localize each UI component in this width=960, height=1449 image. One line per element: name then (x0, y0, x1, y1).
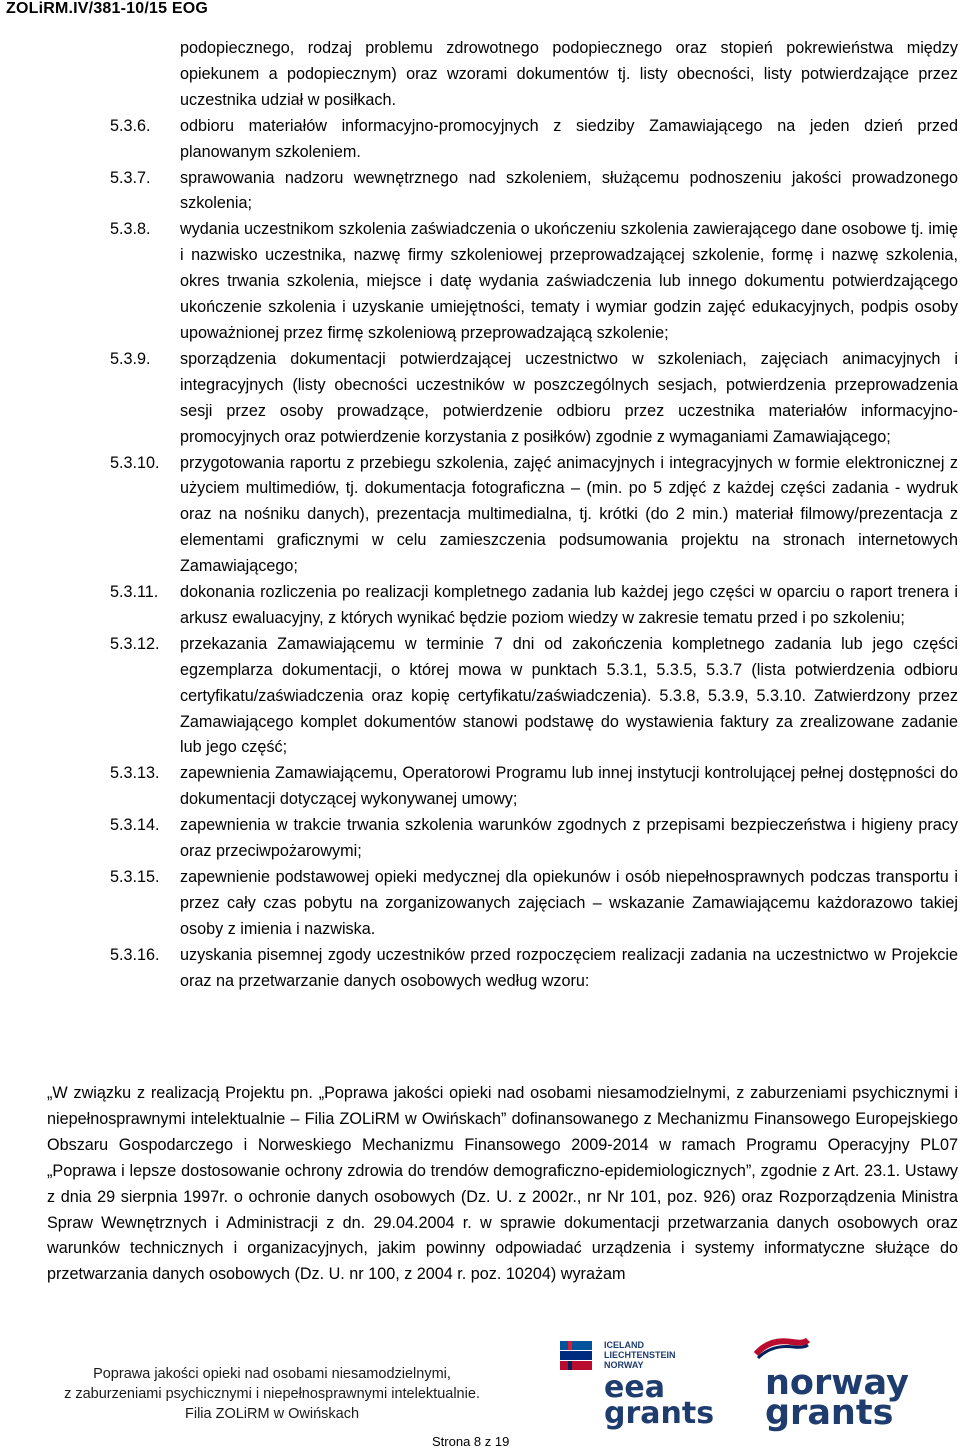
project-footer (10, 1364, 534, 1424)
item-number: 5.3.14. (110, 816, 160, 835)
list-item (110, 865, 958, 943)
item-text: zapewnienia w trakcie trwania szkolenia warunków zgodnych z przepisami bezpieczeństwa i higieny pracy oraz przeciwpożarowymi; (180, 816, 958, 861)
list-item (110, 36, 958, 114)
item-number: 5.3.6. (110, 116, 151, 135)
iceland-liechtenstein-norway-flags-icon (558, 1339, 598, 1373)
item-number: 5.3.9. (110, 349, 151, 368)
item-text: wydania uczestnikom szkolenia zaświadczenia o ukończeniu szkolenia zawierającego dane osobowe tj. imię i nazwisko uczestnika, nazwę firmy szkoleniowej przeprowadzającej szkolenie, formę i nazwę szkolenia, okres trwania szkolenia, miejsce i datę wydania zaświadczenia lub innego dokumentu potwierdzającego ukończenie szkolenia i uzyskanie umiejętności, tematy i wymiar godzin zajęć edukacyjnych, podpis osoby upoważnionej przez firmę szkoleniową przeprowadzającą szkolenie; (180, 220, 958, 342)
numbered-obligations-list (110, 36, 958, 995)
item-text: zapewnienia Zamawiającemu, Operatorowi Programu lub innej instytucji kontrolującej pełnej dostępności do dokumentacji dotyczącej wykonywanej umowy; (180, 764, 958, 809)
list-item (110, 943, 958, 995)
list-item (110, 632, 958, 762)
item-number: 5.3.11. (110, 583, 159, 602)
list-item (110, 114, 958, 166)
item-number: 5.3.15. (110, 868, 160, 886)
document-reference: ZOLiRM.IV/381-10/15 EOG (6, 0, 208, 17)
item-text: odbioru materiałów informacyjno-promocyjnych z siedziby Zamawiającego na jeden dzień przed planowanym szkoleniem. (180, 116, 958, 161)
item-number: 5.3.13. (110, 764, 160, 783)
project-line-1: Poprawa jakości opieki nad osobami niesamodzielnymi, (93, 1366, 451, 1382)
list-item (110, 217, 958, 347)
item-text: dokonania rozliczenia po realizacji kompletnego zadania lub każdej jego części w oparciu o raport trenera i arkusz ewaluacyjny, z których wynikać będzie poziom wiedzy w zakresie tematu przed i po szkoleniu; (180, 583, 958, 627)
item-text: uzyskania pisemnej zgody uczestników przed rozpoczęciem realizacji zadania na uczestnictwo w Projekcie oraz na przetwarzanie danych osobowych według wzoru: (180, 945, 958, 990)
project-line-2: z zaburzeniami psychicznymi i niepełnosprawnymi intelektualnie. (64, 1386, 480, 1402)
eea-countries: ICELAND LIECHTENSTEIN NORWAY (604, 1340, 676, 1370)
norway-flag-icon (752, 1336, 812, 1366)
consent-paragraph: „W związku z realizacją Projektu pn. „Poprawa jakości opieki nad osobami niesamodzielnymi, z zaburzeniami psychicznymi i niepełnosprawnymi intelektualnie – Filia ZOLiRM w Owińskach” dofinansowanego z Mechanizmu Finansowego Europejskiego Obszaru Gospodarczego i Norweskiego Mechanizmu Finansowego 2009-2014 w ramach Programu Operacyjny PL07 „Poprawa i lepsze dostosowanie ochrony zdrowia do trendów demograficzno-epidemiologicznych”, zgodnie z Art. 23.1. Ustawy z dnia 29 sierpnia 1997r. o ochronie danych osobowych (Dz. U. z 2002r., nr Nr 101, poz. 926) oraz Rozporządzenia Ministra Spraw Wewnętrznych i Administracji z dn. 29.04.2004 r. w sprawie dokumentacji przetwarzania danych osobowych oraz warunków technicznych i organizacyjnych, jakim powinny odpowiadać urządzenia i systemy informatyczne służące do przetwarzania danych osobowych (Dz. U. nr 100, z 2004 r. poz. 10204) wyrażam (47, 1084, 958, 1284)
list-item (110, 813, 958, 865)
item-number: 5.3.12. (110, 634, 160, 653)
item-number: 5.3.7. (110, 168, 151, 187)
list-item (110, 347, 958, 451)
item-number: 5.3.10. (110, 453, 160, 472)
item-text: sprawowania nadzoru wewnętrznego nad szkoleniem, służącemu podnoszeniu jakości prowadzonego szkolenia; (180, 168, 958, 213)
eea-grants-logo: eea grants (604, 1370, 715, 1431)
list-item (110, 761, 958, 813)
list-item (110, 166, 958, 218)
item-text: przygotowania raportu z przebiegu szkolenia, zajęć animacyjnych i integracyjnych w formie elektronicznej z użyciem multimediów, tj. dokumentacja fotograficzna – (min. po 5 zdjęć z każdej części zadania - wydruk oraz na nośniku danych), prezentacja multimedialna, tj. krótki (do 2 min.) materiał filmowy/prezentacja z elementami graficznymi w celu zamieszczenia podsumowania projektu na stronach internetowych Zamawiającego; (180, 453, 958, 576)
norway-grants-logo: norway grants (765, 1363, 909, 1433)
list-item (110, 580, 958, 632)
item-number: 5.3.8. (110, 220, 151, 239)
item-number: 5.3.16. (110, 945, 160, 964)
item-text: sporządzenia dokumentacji potwierdzającej uczestnictwo w szkoleniach, zajęciach animacyjnych i integracyjnych (listy obecności uczestników w poszczególnych sesjach, potwierdzenia przeprowadzenia sesji przez osoby prowadzące, potwierdzenie odbioru przez uczestnika materiałów informacyjno-promocyjnych oraz potwierdzenie korzystania z posiłków) zgodnie z wymaganiami Zamawiającego; (180, 349, 958, 446)
item-text: zapewnienie podstawowej opieki medycznej dla opiekunów i osób niepełnosprawnych podczas transportu i przez cały czas pobytu na zorganizowanych zajęciach – wskazanie Zamawiającemu każdorazowo takiej osoby z imienia i nazwiska. (180, 868, 958, 938)
item-text: przekazania Zamawiającemu w terminie 7 dni od zakończenia kompletnego zadania lub jego części egzemplarza dokumentacji, o której mowa w punktach 5.3.1, 5.3.5, 5.3.7 (lista potwierdzenia odbioru certyfikatu/zaświadczenia oraz kopię certyfikatu/zaświadczenia). 5.3.8, 5.3.9, 5.3.10. Zatwierdzony przez Zamawiającego komplet dokumentów stanowi podstawę do wystawienia faktury za zrealizowane zadanie lub jego część; (180, 634, 958, 757)
page-number: Strona 8 z 19 (432, 1434, 510, 1449)
item-text: podopiecznego, rodzaj problemu zdrowotnego podopiecznego oraz stopień pokrewieństwa między opiekunem a podopiecznym) oraz wzorami dokumentów tj. listy obecności, listy potwierdzające przez uczestnika udział w posiłkach. (180, 39, 958, 109)
project-line-3: Filia ZOLiRM w Owińskach (184, 1406, 360, 1422)
list-item (110, 451, 958, 581)
